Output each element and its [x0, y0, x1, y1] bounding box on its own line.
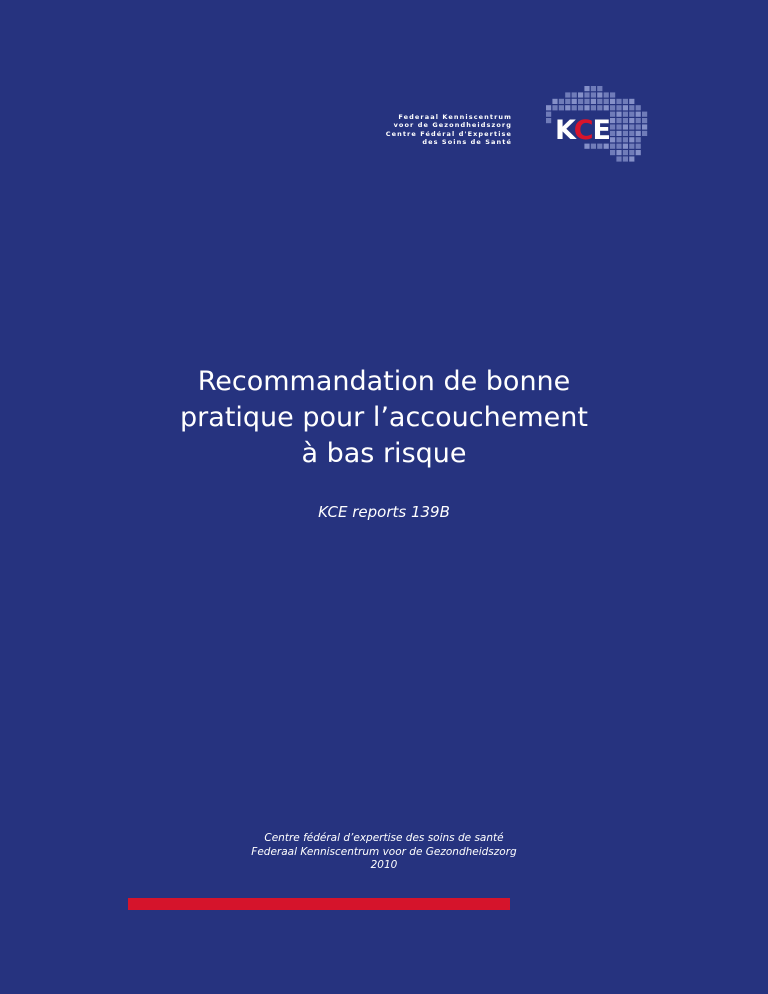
logo-grid-square: [623, 118, 628, 123]
logo-grid-square: [629, 99, 634, 104]
report-title-line: pratique pour l’accouchement: [180, 402, 588, 433]
logo-grid-square: [616, 131, 621, 136]
logo-grid-square: [629, 144, 634, 149]
logo-letter-k: K: [555, 115, 574, 146]
logo-grid-square: [636, 131, 641, 136]
logo-grid-square: [610, 118, 615, 123]
logo-grid-square: [642, 124, 647, 129]
logo-grid-square: [572, 99, 577, 104]
logo-letter-e: E: [592, 115, 610, 146]
logo-grid-square: [578, 99, 583, 104]
report-title-line: à bas risque: [301, 438, 467, 469]
logo-grid-square: [584, 105, 589, 110]
logo-grid-square: [629, 150, 634, 155]
logo-grid-square: [584, 99, 589, 104]
logo-grid-square: [629, 118, 634, 123]
report-title-line: Recommandation de bonne: [197, 366, 571, 397]
logo-org-line: Federaal Kenniscentrum: [398, 113, 512, 121]
logo-grid-square: [604, 105, 609, 110]
logo-grid-square: [642, 131, 647, 136]
logo-grid-square: [597, 86, 602, 91]
logo-grid-square: [610, 92, 615, 97]
logo-grid-square: [604, 92, 609, 97]
logo-grid-square: [616, 144, 621, 149]
logo-grid-square: [623, 131, 628, 136]
logo-grid-square: [616, 124, 621, 129]
logo-grid-square: [623, 156, 628, 161]
logo-org-line: des Soins de Santé: [422, 137, 512, 146]
logo-grid-square: [623, 137, 628, 142]
logo-grid-square: [616, 156, 621, 161]
logo-letter-c: C: [573, 115, 593, 146]
logo-grid-square: [616, 150, 621, 155]
logo-grid-square: [584, 92, 589, 97]
logo-grid-square: [604, 99, 609, 104]
logo-grid-square: [629, 124, 634, 129]
logo-grid-square: [636, 118, 641, 123]
logo-grid-square: [565, 92, 570, 97]
logo-grid-square: [546, 105, 551, 110]
logo-grid-square: [597, 92, 602, 97]
accent-bar: [128, 898, 510, 910]
logo-grid-square: [578, 105, 583, 110]
logo-grid-square: [629, 156, 634, 161]
logo-grid-square: [636, 112, 641, 117]
logo-grid-square: [629, 105, 634, 110]
logo-organization-names: [386, 113, 512, 146]
logo-org-line: voor de Gezondheidszorg: [393, 121, 512, 130]
logo-grid-square: [552, 105, 557, 110]
publisher-name-nl: Federaal Kenniscentrum voor de Gezondheidszorg: [251, 845, 517, 858]
logo-grid-square: [623, 124, 628, 129]
logo-grid-square: [546, 118, 551, 123]
logo-grid-square: [597, 99, 602, 104]
report-title: [100, 364, 668, 472]
logo-grid-square: [591, 92, 596, 97]
logo-grid-square: [610, 105, 615, 110]
logo-grid-square: [610, 144, 615, 149]
logo-grid-square: [629, 131, 634, 136]
logo-grid-square: [591, 99, 596, 104]
logo-grid-square: [552, 99, 557, 104]
logo-grid-square: [597, 105, 602, 110]
logo-grid-square: [610, 124, 615, 129]
logo-grid-square: [616, 99, 621, 104]
logo-grid-square: [636, 144, 641, 149]
logo-grid-square: [636, 105, 641, 110]
logo-grid-square: [610, 131, 615, 136]
logo-grid-square: [636, 124, 641, 129]
logo-grid-square: [616, 118, 621, 123]
logo-grid-square: [629, 137, 634, 142]
logo-grid-square: [546, 112, 551, 117]
logo-grid-square: [572, 105, 577, 110]
logo-grid-square: [565, 99, 570, 104]
logo-grid-square: [623, 112, 628, 117]
logo-grid-square: [565, 105, 570, 110]
logo-grid-square: [610, 112, 615, 117]
logo-grid-square: [610, 150, 615, 155]
publisher-footer: [100, 832, 668, 873]
logo-grid-square: [623, 150, 628, 155]
logo-grid-square: [578, 92, 583, 97]
kce-logo: [385, 80, 655, 170]
logo-grid-square: [610, 99, 615, 104]
logo-grid-square: [629, 112, 634, 117]
report-number: KCE reports 139B: [318, 503, 450, 521]
logo-grid-square: [591, 86, 596, 91]
logo-grid-square: [623, 99, 628, 104]
logo-grid-square: [572, 92, 577, 97]
logo-grid-square: [623, 144, 628, 149]
logo-grid-square: [610, 137, 615, 142]
logo-grid-square: [559, 99, 564, 104]
logo-grid-square: [559, 105, 564, 110]
publication-year: 2010: [370, 859, 398, 871]
logo-grid-square: [636, 150, 641, 155]
logo-grid-square: [616, 112, 621, 117]
logo-grid-square: [636, 137, 641, 142]
logo-grid-square: [623, 105, 628, 110]
logo-grid-square: [642, 112, 647, 117]
logo-grid-square: [616, 137, 621, 142]
logo-grid-square: [642, 118, 647, 123]
logo-org-line: Centre Fédéral d'Expertise: [385, 129, 512, 138]
publisher-name-fr: Centre fédéral d’expertise des soins de santé: [264, 832, 504, 844]
logo-grid-square: [616, 105, 621, 110]
logo-grid-square: [584, 86, 589, 91]
logo-grid-square: [591, 105, 596, 110]
kce-logo-mark: [555, 117, 610, 144]
